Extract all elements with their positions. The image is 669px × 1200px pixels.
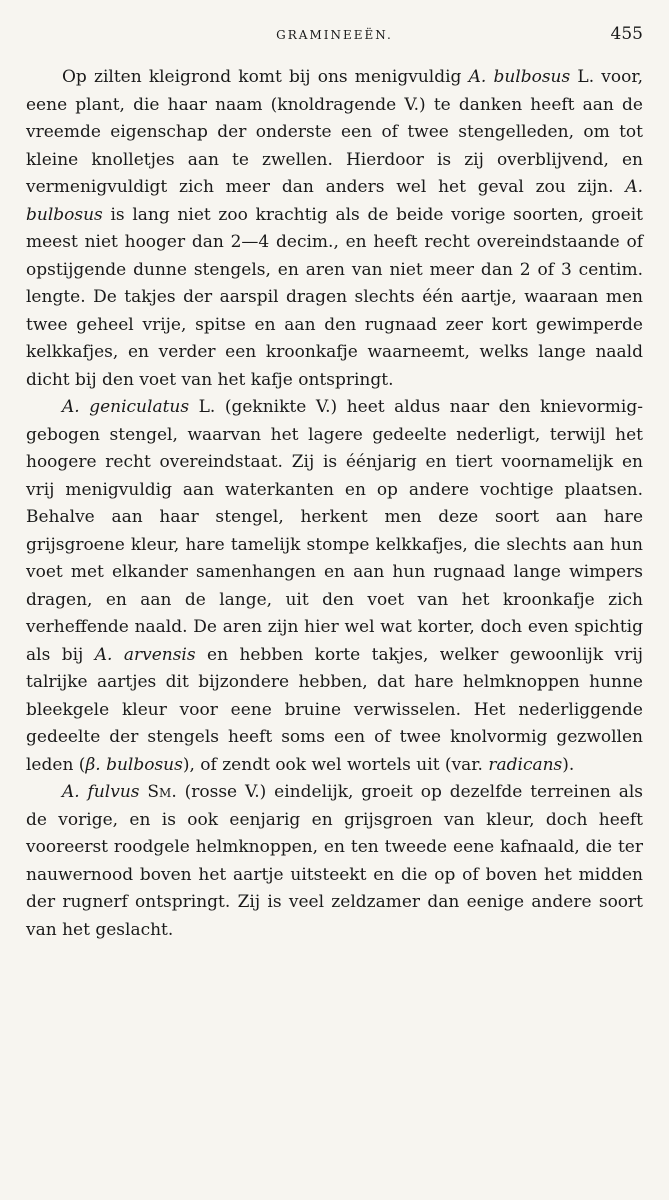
text-run: (rosse V.) eindelijk, groeit op dezelfde terreinen als de vorige, en is ook eenjarig en grijsgroen van kleur, doch heeft vooreerst roodgele helmknoppen, en ten tweede eene kafnaald, die ter nauwernood boven het aartje uitsteekt en die op of boven het midden der rugnerf ontspringt. Zij is veel zeldzamer dan eenige andere soort van het geslacht.	[26, 782, 643, 940]
paragraph-bulbosus	[26, 64, 643, 394]
body-text	[26, 64, 643, 944]
taxon-name: A. geniculatus	[62, 397, 190, 417]
taxon-name: A. arvensis	[94, 644, 196, 665]
text-run: is lang niet zoo krachtig als de beide vorige soorten, groeit meest niet hooger dan 2—4 decim., en heeft recht overeindstaande of opstijgende dunne stengels, en aren van niet meer dan 2 of 3 centim. lengte. De takjes der aarspil dragen slechts één aartje, waaraan men twee geheel vrije, spitse en aan den rugnaad zeer kort gewimperde kelkkafjes, en verder een kroonkafje waarneemt, welks lange naald dicht bij den voet van het kafje ontspringt.	[26, 204, 643, 390]
taxon-name: β. bulbosus	[85, 754, 183, 775]
text-run: ), of zendt ook wel wortels uit (var.	[182, 754, 489, 775]
text-run: Op zilten kleigrond komt bij ons menigvuldig	[62, 67, 469, 87]
paragraph-geniculatus	[26, 394, 643, 779]
paragraph-fulvus	[26, 779, 643, 944]
page-number: 455	[610, 24, 643, 44]
taxon-name: A. bulbosus	[26, 177, 643, 225]
taxon-name: A. bulbosus	[468, 67, 571, 87]
taxon-name: A. fulvus	[62, 782, 140, 802]
text-run: L. (geknikte V.) heet aldus naar den knievormig-gebogen stengel, waarvan het lagere gedeelte nederligt, terwijl het hoogere recht overeindstaat. Zij is éénjarig en tiert voornamelijk en vrij menigvuldig aan waterkanten en op andere vochtige plaatsen. Behalve aan haar stengel, herkent men deze soort aan hare grijsgroene kleur, hare tamelijk stompe kelkkafjes, die slechts aan hun voet met elkander samenhangen en aan hun rugnaad lange wimpers dragen, en aan de lange, uit den voet van het kroonkafje zich verheffende naald. De aren zijn hier wel wat korter, doch even spichtig als bij	[26, 397, 643, 665]
text-run: L. voor, eene plant, die haar naam (knoldragende V.) te danken heeft aan de vreemde eigenschap der onderste een of twee stengelleden, om tot kleine knolletjes aan te zwellen. Hierdoor is zij overblijvend, en vermenigvuldigt zich meer dan anders wel het geval zou zijn.	[26, 67, 643, 197]
page-header	[26, 22, 643, 62]
taxon-name: radicans	[488, 754, 563, 775]
text-run: ).	[562, 754, 575, 775]
text-run: en hebben korte takjes, welker gewoonlijk vrij talrijke aartjes dit bijzondere hebben, dat hare helmknoppen hunne bleekgele kleur voor eene bruine verwisselen. Het nederliggende gedeelte der stengels heeft soms een of twee knolvormig gezwollen leden (	[26, 644, 643, 775]
running-title: GRAMINEEËN.	[276, 28, 393, 42]
author-abbreviation: Sm.	[147, 782, 177, 802]
